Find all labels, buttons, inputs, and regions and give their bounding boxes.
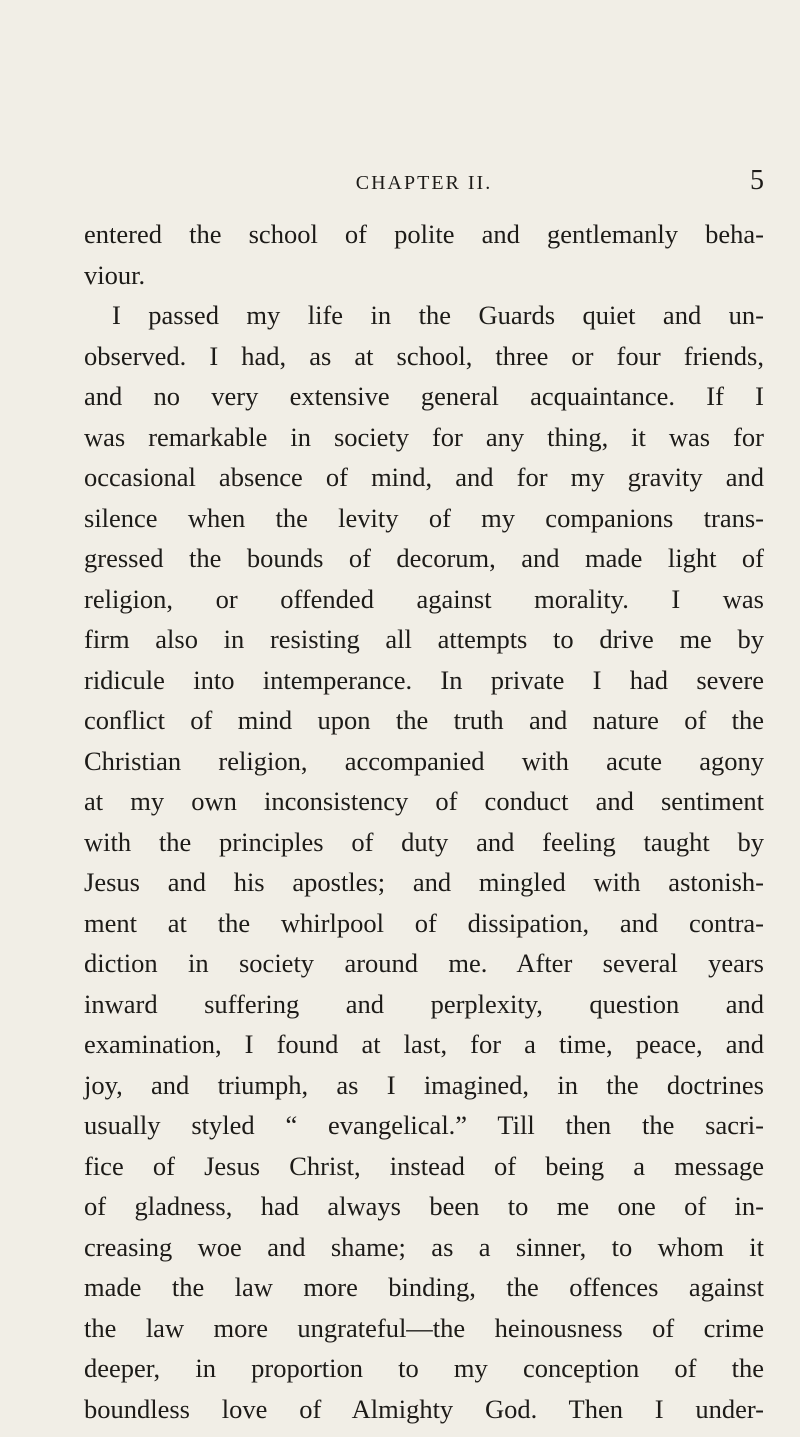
text-line: at my own inconsistency of conduct and sentiment [84,786,764,816]
page-number: 5 [750,165,764,196]
text-line: entered the school of polite and gentlemanly beha- [84,219,764,249]
text-line: boundless love of Almighty God. Then I under- [84,1393,764,1424]
text-line: joy, and triumph, as I imagined, in the doctrines [84,1069,764,1100]
text-line: Jesus and his apostles; and mingled with astonish- [84,867,764,897]
text-line: gressed the bounds of decorum, and made light of [84,543,764,573]
text-line: creasing woe and shame; as a sinner, to whom it [84,1231,764,1262]
text-line: was remarkable in society for any thing, it was for [84,421,764,452]
text-line: with the principles of duty and feeling taught by [84,826,764,857]
text-line: occasional absence of mind, and for my gravity and [84,462,764,492]
text-line: silence when the levity of my companions trans- [84,502,764,533]
text-line: the law more ungrateful—the heinousness of crime [84,1312,764,1343]
text-line: conflict of mind upon the truth and nature of the [84,705,764,735]
text-line: I passed my life in the Guards quiet and un- [112,300,764,330]
text-line: observed. I had, as at school, three or four friends, [84,340,764,371]
text-line: viour. [84,259,146,290]
text-line: ment at the whirlpool of dissipation, and contra- [84,907,764,938]
text-line: Christian religion, accompanied with acute agony [84,745,764,776]
text-line: inward suffering and perplexity, question and [84,988,764,1019]
text-line: diction in society around me. After several years [84,948,764,978]
text-line: firm also in resisting all attempts to drive me by [84,624,764,654]
text-line: and no very extensive general acquaintance. If I [84,381,764,411]
text-line: of gladness, had always been to me one of in- [84,1191,764,1221]
text-line: made the law more binding, the offences against [84,1272,764,1302]
text-line: religion, or offended against morality. I was [84,583,764,614]
running-head [84,165,764,198]
text-line: examination, I found at last, for a time, peace, and [84,1029,764,1059]
text-line: usually styled “ evangelical.” Till then the sacri- [84,1110,764,1140]
body-text [84,214,764,1429]
text-line: deeper, in proportion to my conception of the [84,1353,764,1383]
text-line: fice of Jesus Christ, instead of being a message [84,1150,764,1181]
chapter-heading: CHAPTER II. [355,172,493,194]
text-line: ridicule into intemperance. In private I had severe [84,664,764,695]
